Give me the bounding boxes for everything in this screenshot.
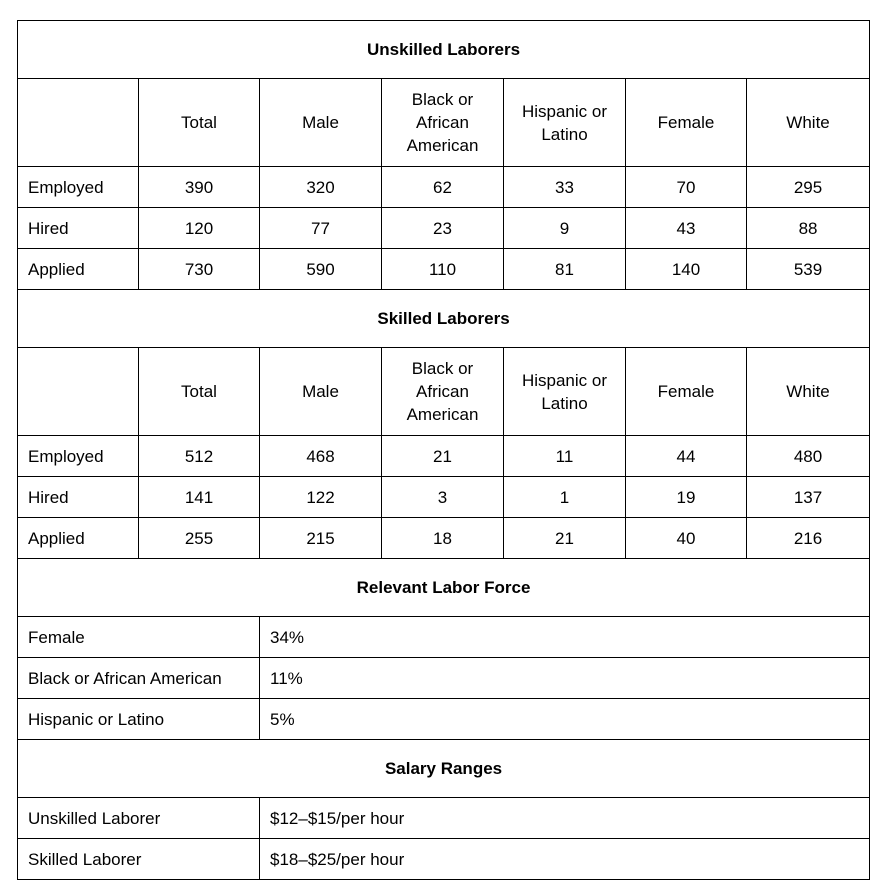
row-label: Applied <box>18 249 139 290</box>
row-label: Skilled Laborer <box>18 839 260 880</box>
cell-value: 3 <box>382 477 504 518</box>
cell-value: 19 <box>626 477 747 518</box>
table-row <box>18 839 870 880</box>
cell-value: 140 <box>626 249 747 290</box>
unskilled-header-total: Total <box>139 79 260 167</box>
row-label: Employed <box>18 167 139 208</box>
unskilled-header-female: Female <box>626 79 747 167</box>
row-label: Unskilled Laborer <box>18 798 260 839</box>
cell-value: 5% <box>260 699 870 740</box>
unskilled-header-row <box>18 79 870 167</box>
cell-value: 1 <box>504 477 626 518</box>
cell-value: 215 <box>260 518 382 559</box>
cell-value: $18–$25/per hour <box>260 839 870 880</box>
cell-value: 81 <box>504 249 626 290</box>
cell-value: 11% <box>260 658 870 699</box>
cell-value: 295 <box>747 167 870 208</box>
skilled-header-black: Black or African American <box>382 348 504 436</box>
row-label: Female <box>18 617 260 658</box>
skilled-header-total: Total <box>139 348 260 436</box>
cell-value: 70 <box>626 167 747 208</box>
unskilled-header-hispanic: Hispanic or Latino <box>504 79 626 167</box>
cell-value: 33 <box>504 167 626 208</box>
cell-value: 512 <box>139 436 260 477</box>
cell-value: 120 <box>139 208 260 249</box>
cell-value: 44 <box>626 436 747 477</box>
cell-value: 468 <box>260 436 382 477</box>
cell-value: 34% <box>260 617 870 658</box>
cell-value: 320 <box>260 167 382 208</box>
skilled-header-hispanic: Hispanic or Latino <box>504 348 626 436</box>
salary-title: Salary Ranges <box>18 740 870 798</box>
cell-value: 23 <box>382 208 504 249</box>
table-row <box>18 167 870 208</box>
table-row <box>18 518 870 559</box>
unskilled-header-male: Male <box>260 79 382 167</box>
cell-value: 40 <box>626 518 747 559</box>
cell-value: 43 <box>626 208 747 249</box>
skilled-header-blank <box>18 348 139 436</box>
skilled-header-female: Female <box>626 348 747 436</box>
table-row <box>18 617 870 658</box>
cell-value: 539 <box>747 249 870 290</box>
unskilled-title: Unskilled Laborers <box>18 21 870 79</box>
skilled-header-row <box>18 348 870 436</box>
table-row <box>18 658 870 699</box>
cell-value: 18 <box>382 518 504 559</box>
table-row <box>18 798 870 839</box>
row-label: Hired <box>18 477 139 518</box>
cell-value: 216 <box>747 518 870 559</box>
row-label: Employed <box>18 436 139 477</box>
cell-value: 21 <box>504 518 626 559</box>
table-row <box>18 249 870 290</box>
cell-value: $12–$15/per hour <box>260 798 870 839</box>
table-row <box>18 477 870 518</box>
skilled-title: Skilled Laborers <box>18 290 870 348</box>
cell-value: 141 <box>139 477 260 518</box>
cell-value: 590 <box>260 249 382 290</box>
row-label: Black or African American <box>18 658 260 699</box>
labor-data-document <box>17 20 869 880</box>
cell-value: 21 <box>382 436 504 477</box>
labor-force-title: Relevant Labor Force <box>18 559 870 617</box>
cell-value: 137 <box>747 477 870 518</box>
cell-value: 77 <box>260 208 382 249</box>
cell-value: 11 <box>504 436 626 477</box>
row-label: Hispanic or Latino <box>18 699 260 740</box>
table-row <box>18 208 870 249</box>
table-row <box>18 699 870 740</box>
skilled-header-white: White <box>747 348 870 436</box>
cell-value: 110 <box>382 249 504 290</box>
cell-value: 730 <box>139 249 260 290</box>
unskilled-header-white: White <box>747 79 870 167</box>
unskilled-header-black: Black or African American <box>382 79 504 167</box>
cell-value: 255 <box>139 518 260 559</box>
cell-value: 390 <box>139 167 260 208</box>
cell-value: 88 <box>747 208 870 249</box>
cell-value: 62 <box>382 167 504 208</box>
labor-data-table <box>17 20 870 880</box>
row-label: Hired <box>18 208 139 249</box>
cell-value: 9 <box>504 208 626 249</box>
cell-value: 122 <box>260 477 382 518</box>
row-label: Applied <box>18 518 139 559</box>
skilled-header-male: Male <box>260 348 382 436</box>
unskilled-header-blank <box>18 79 139 167</box>
table-row <box>18 436 870 477</box>
cell-value: 480 <box>747 436 870 477</box>
